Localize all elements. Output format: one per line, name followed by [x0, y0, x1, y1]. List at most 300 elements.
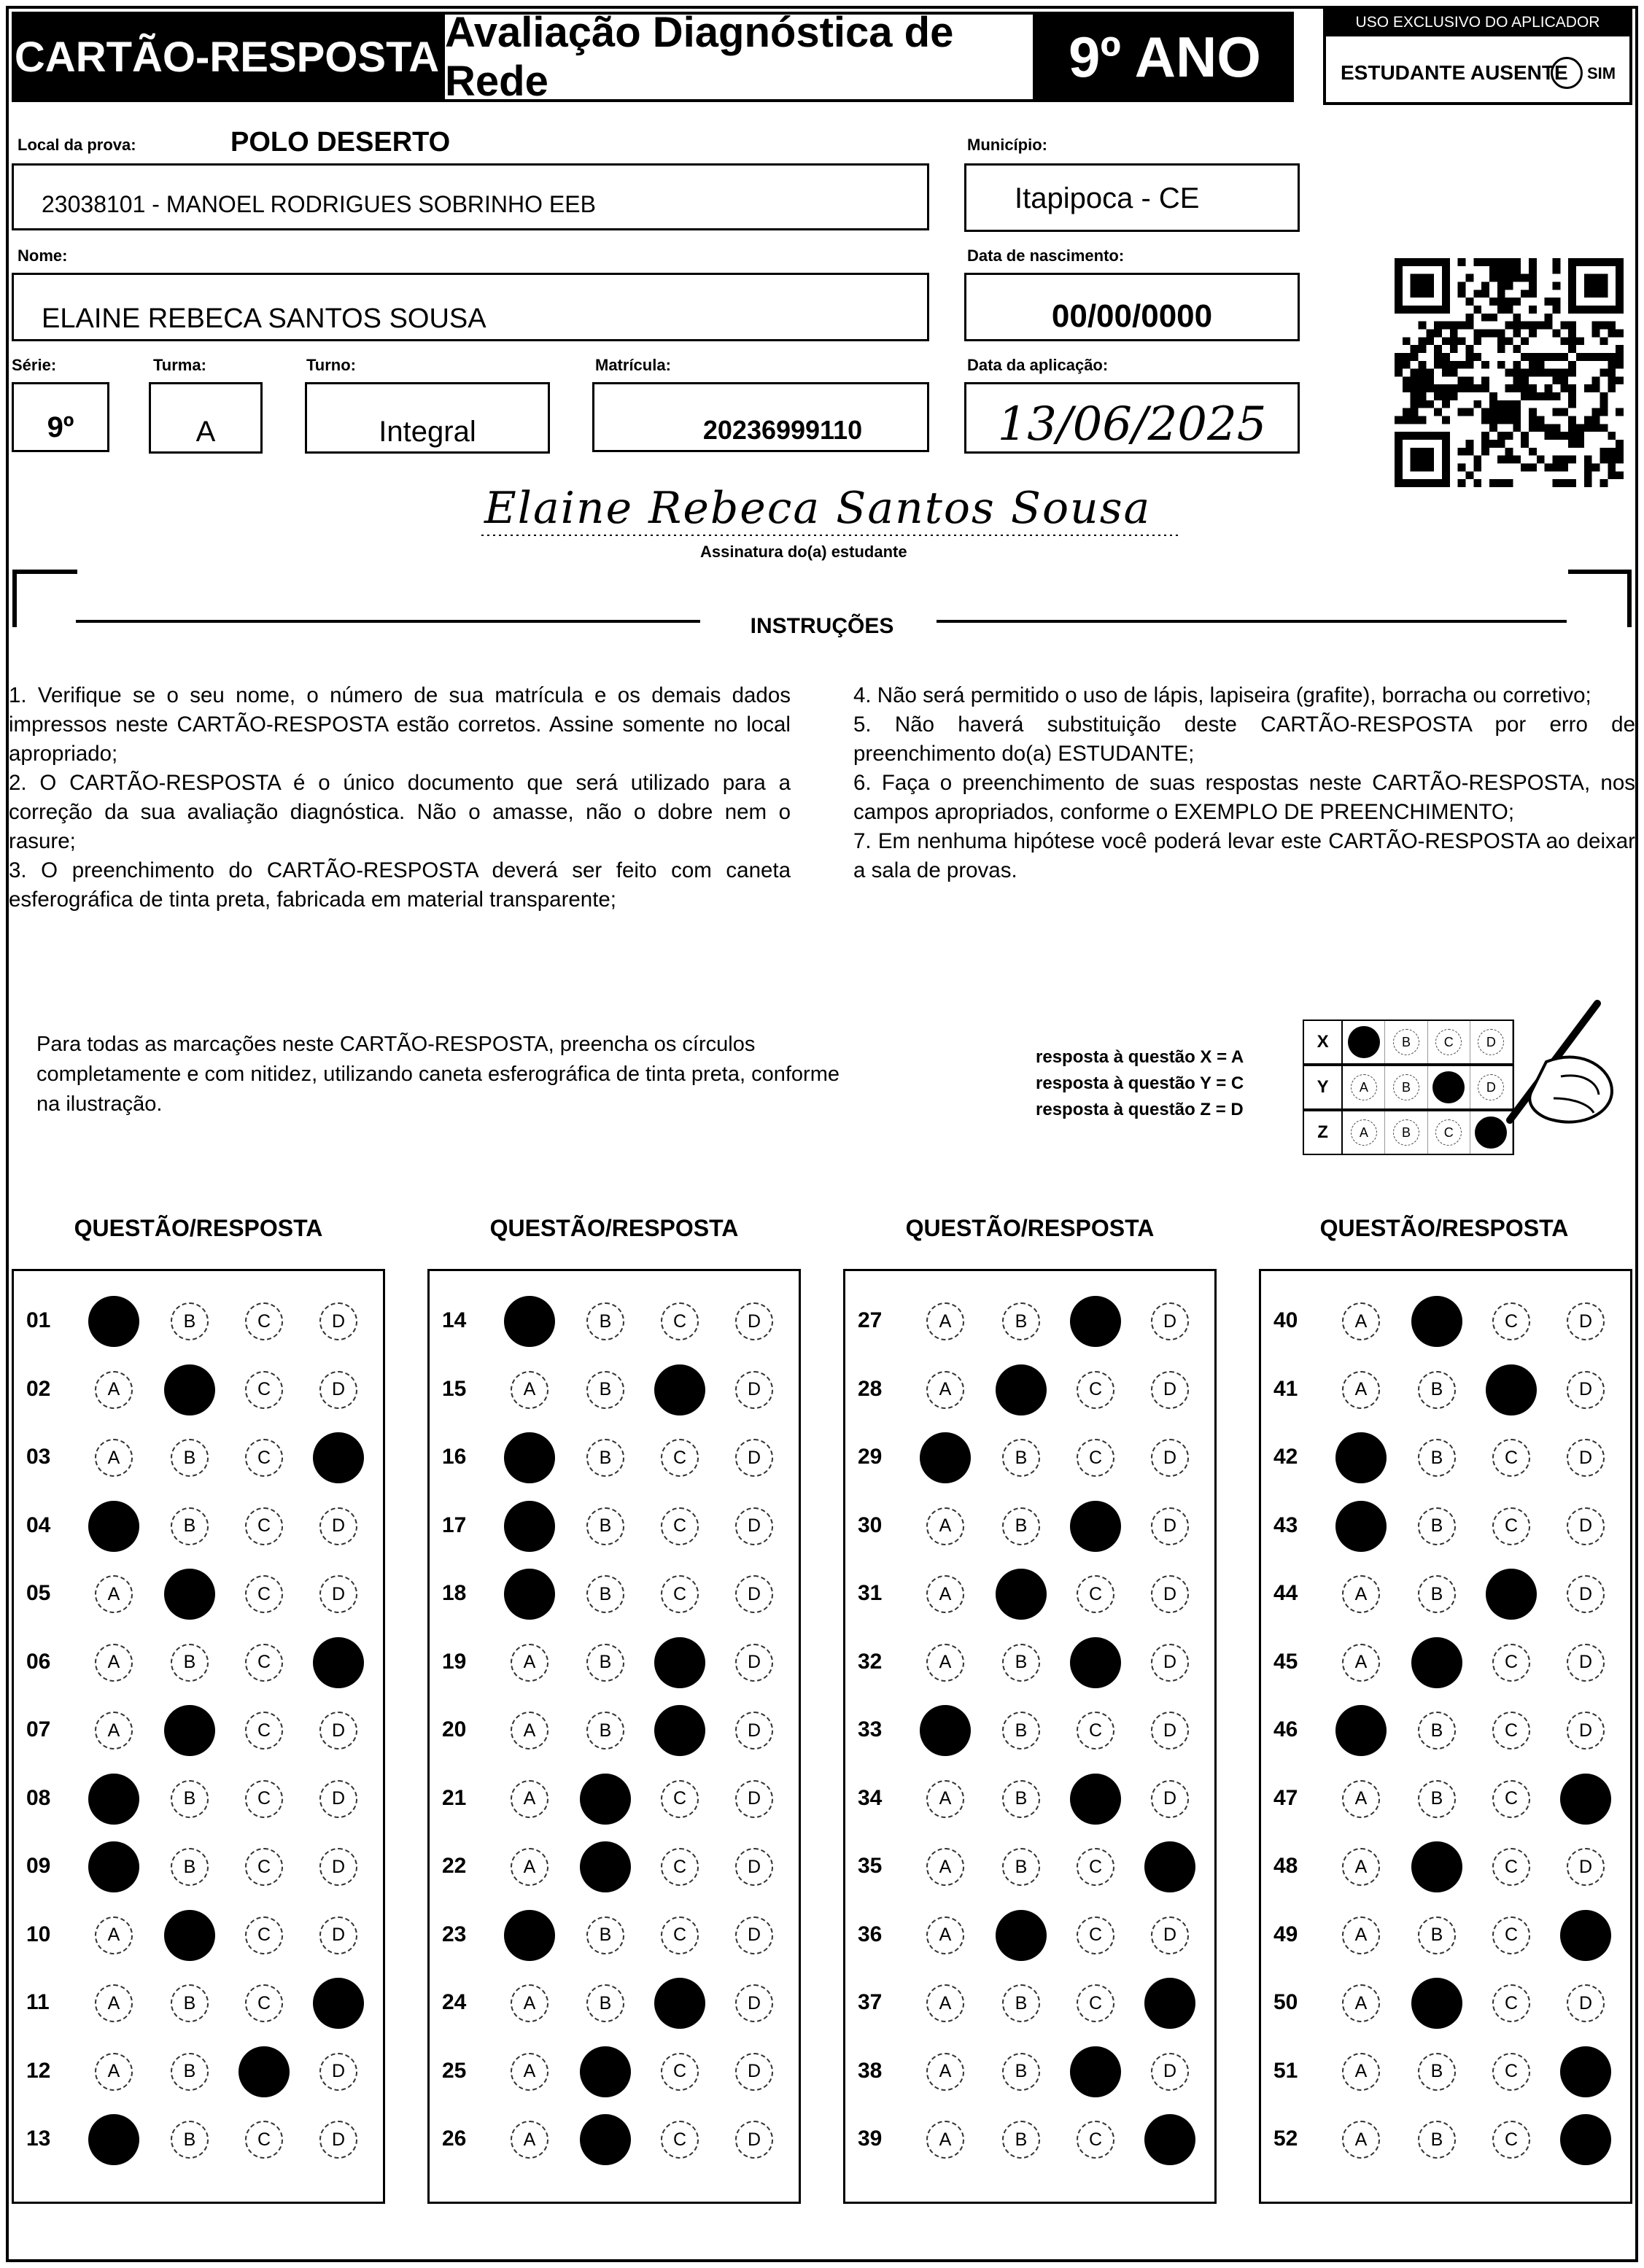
question-number: 23 [442, 1922, 467, 1946]
answer-bubble-a[interactable]: A [511, 1848, 548, 1886]
answer-bubble-filled-b[interactable] [996, 1910, 1047, 1961]
answer-bubble-filled-a[interactable] [1335, 1501, 1387, 1552]
answer-bubble-filled-a[interactable] [88, 1774, 139, 1825]
answer-bubble-filled-c[interactable] [654, 1637, 705, 1688]
example-bubble: C [1435, 1119, 1462, 1146]
answer-bubble-a[interactable]: A [926, 1507, 964, 1545]
answer-bubble-filled-c[interactable] [654, 1705, 705, 1756]
answer-bubble-d[interactable]: D [319, 1848, 357, 1886]
answer-bubble-b[interactable]: B [171, 2121, 209, 2159]
answer-bubble-filled-c[interactable] [654, 1364, 705, 1415]
answer-bubble-filled-a[interactable] [504, 1432, 555, 1483]
answer-bubble-a[interactable]: A [1342, 1371, 1380, 1409]
answer-bubble-d[interactable]: D [1151, 1302, 1189, 1340]
answer-bubble-b[interactable]: B [1002, 1984, 1040, 2022]
absent-label: ESTUDANTE AUSENTE [1341, 61, 1568, 84]
qr-code-icon [1395, 258, 1624, 487]
answer-bubble-b[interactable]: B [171, 1507, 209, 1545]
answer-bubble-a[interactable]: A [926, 1575, 964, 1613]
answer-bubble-d[interactable]: D [735, 1302, 773, 1340]
question-number: 16 [442, 1445, 467, 1469]
question-number: 41 [1273, 1376, 1298, 1401]
answer-bubble-b[interactable]: B [171, 1780, 209, 1818]
answer-bubble-d[interactable]: D [1151, 1507, 1189, 1545]
answer-bubble-filled-b[interactable] [164, 1910, 215, 1961]
answer-bubble-filled-b[interactable] [164, 1364, 215, 1415]
answer-bubble-d[interactable]: D [319, 1507, 357, 1545]
pen-hand-icon [1473, 996, 1619, 1142]
answer-bubble-b[interactable]: B [1002, 1780, 1040, 1818]
answer-bubble-filled-d[interactable] [313, 1432, 364, 1483]
answer-bubble-b[interactable]: B [1418, 2053, 1456, 2091]
question-number: 35 [858, 1854, 883, 1878]
answer-bubble-a[interactable]: A [511, 1712, 548, 1749]
answer-bubble-a[interactable]: A [95, 1712, 133, 1749]
answer-bubble-filled-b[interactable] [164, 1705, 215, 1756]
city-field [964, 163, 1300, 232]
registration-field [592, 382, 929, 452]
question-number: 03 [26, 1445, 51, 1469]
answer-bubble-filled-b[interactable] [996, 1364, 1047, 1415]
question-number: 24 [442, 1990, 467, 2014]
answer-bubble-b[interactable]: B [586, 1371, 624, 1409]
answer-bubble-filled-a[interactable] [504, 1501, 555, 1552]
answer-bubble-d[interactable]: D [1151, 1644, 1189, 1682]
answer-bubble-c[interactable]: C [245, 2121, 283, 2159]
answer-bubble-a[interactable]: A [1342, 2121, 1380, 2159]
birth-value: 00/00/0000 [1051, 298, 1213, 334]
answer-bubble-c[interactable]: C [245, 1302, 283, 1340]
answer-bubble-c[interactable]: C [245, 1371, 283, 1409]
answer-bubble-a[interactable]: A [511, 1644, 548, 1682]
name-field [12, 273, 929, 341]
answer-bubble-b[interactable]: B [1418, 1712, 1456, 1749]
question-number: 07 [26, 1717, 51, 1741]
answer-bubble-filled-d[interactable] [313, 1978, 364, 2029]
answer-bubble-c[interactable]: C [1492, 1916, 1530, 1954]
question-number: 33 [858, 1717, 883, 1741]
class-value: A [195, 416, 216, 448]
question-number: 13 [26, 2127, 51, 2151]
answer-bubble-filled-c[interactable] [654, 1978, 705, 2029]
exam-site-field [12, 163, 929, 230]
answer-bubble-d[interactable]: D [1151, 1575, 1189, 1613]
answer-bubble-d[interactable]: D [319, 1712, 357, 1749]
answer-bubble-b[interactable]: B [1418, 2121, 1456, 2159]
answer-bubble-c[interactable]: C [1077, 1371, 1114, 1409]
answer-bubble-d[interactable]: D [1151, 1439, 1189, 1477]
answer-bubble-filled-a[interactable] [504, 1296, 555, 1347]
answer-bubble-filled-b[interactable] [580, 1841, 631, 1892]
answer-bubble-d[interactable]: D [319, 2053, 357, 2091]
answer-bubble-d[interactable]: D [1567, 1644, 1605, 1682]
answer-bubble-b[interactable]: B [1418, 1439, 1456, 1477]
question-section-title: QUESTÃO/RESPOSTA [489, 1215, 739, 1241]
answer-bubble-d[interactable]: D [1567, 1439, 1605, 1477]
example-bubble: B [1393, 1029, 1419, 1055]
answer-bubble-d[interactable]: D [1567, 1848, 1605, 1886]
answer-bubble-filled-c[interactable] [1070, 1501, 1121, 1552]
answer-bubble-a[interactable]: A [95, 1644, 133, 1682]
answer-bubble-c[interactable]: C [1077, 1984, 1114, 2022]
applicator-heading: USO EXCLUSIVO DO APLICADOR [1326, 9, 1629, 36]
answer-bubble-a[interactable]: A [95, 1916, 133, 1954]
example-legend-x: resposta à questão X = A [1036, 1047, 1244, 1067]
question-number: 08 [26, 1785, 51, 1810]
answer-bubble-d[interactable]: D [735, 1575, 773, 1613]
answer-bubble-b[interactable]: B [1418, 1916, 1456, 1954]
answer-bubble-filled-d[interactable] [1144, 1841, 1195, 1892]
instruction-2: 2. O CARTÃO-RESPOSTA é o único documento que será utilizado para a correção da sua avaliação diagnóstica. Não o amasse, não o dobre nem o rasure; [9, 771, 791, 853]
answer-bubble-filled-a[interactable] [88, 1841, 139, 1892]
question-number: 11 [26, 1990, 50, 2014]
answer-bubble-c[interactable]: C [1492, 2121, 1530, 2159]
answer-bubble-c[interactable]: C [661, 1780, 699, 1818]
answer-bubble-b[interactable]: B [586, 1712, 624, 1749]
absent-checkbox[interactable] [1551, 57, 1583, 89]
grade-title: 9º ANO [1036, 12, 1294, 102]
instruction-5: 5. Não haverá substituição deste CARTÃO-RESPOSTA por erro de preenchimento do(a) ESTUDANTE; [853, 712, 1635, 766]
application-date-field [964, 382, 1300, 454]
answer-bubble-d[interactable]: D [1567, 1507, 1605, 1545]
example-bubble: B [1393, 1074, 1419, 1100]
answer-bubble-filled-d[interactable] [1560, 2114, 1611, 2165]
answer-bubble-d[interactable]: D [735, 1439, 773, 1477]
answer-bubble-d[interactable]: D [1567, 1712, 1605, 1749]
answer-bubble-a[interactable]: A [511, 1984, 548, 2022]
answer-bubble-b[interactable]: B [1418, 1780, 1456, 1818]
answer-bubble-d[interactable]: D [1567, 1575, 1605, 1613]
instruction-3: 3. O preenchimento do CARTÃO-RESPOSTA deverá ser feito com caneta esferográfica de tinta preta, fabricada em material transparente; [9, 858, 791, 912]
example-bubble: A [1351, 1074, 1377, 1100]
answer-bubble-b[interactable]: B [586, 1439, 624, 1477]
answer-bubble-c[interactable]: C [661, 2053, 699, 2091]
answer-bubble-filled-c[interactable] [1486, 1569, 1537, 1620]
answer-bubble-c[interactable]: C [245, 1848, 283, 1886]
answer-bubble-b[interactable]: B [1002, 1712, 1040, 1749]
answer-bubble-c[interactable]: C [245, 1439, 283, 1477]
answer-bubble-d[interactable]: D [319, 1575, 357, 1613]
answer-bubble-filled-d[interactable] [1144, 1978, 1195, 2029]
answer-bubble-a[interactable]: A [926, 1780, 964, 1818]
answer-bubble-c[interactable]: C [1077, 1848, 1114, 1886]
answer-bubble-filled-b[interactable] [1411, 1296, 1462, 1347]
answer-bubble-d[interactable]: D [735, 1507, 773, 1545]
question-number: 12 [26, 2058, 51, 2083]
answer-bubble-filled-d[interactable] [1144, 2114, 1195, 2165]
exam-site-label: Local da prova: [18, 136, 136, 154]
answer-bubble-d[interactable]: D [1567, 1302, 1605, 1340]
question-number: 52 [1273, 2127, 1298, 2151]
answer-bubble-b[interactable]: B [1002, 1302, 1040, 1340]
answer-bubble-c[interactable]: C [661, 1848, 699, 1886]
answer-bubble-filled-a[interactable] [88, 1296, 139, 1347]
answer-bubble-a[interactable]: A [511, 1371, 548, 1409]
answer-bubble-filled-b[interactable] [580, 2046, 631, 2097]
question-number: 19 [442, 1649, 467, 1674]
question-number: 10 [26, 1922, 51, 1946]
answer-bubble-d[interactable]: D [1151, 2053, 1189, 2091]
question-number: 21 [442, 1785, 467, 1810]
question-number: 14 [442, 1308, 467, 1332]
answer-bubble-c[interactable]: C [1077, 1439, 1114, 1477]
answer-bubble-c[interactable]: C [1077, 2121, 1114, 2159]
answer-bubble-b[interactable]: B [586, 1644, 624, 1682]
answer-bubble-a[interactable]: A [1342, 2053, 1380, 2091]
answer-bubble-a[interactable]: A [1342, 1984, 1380, 2022]
answer-bubble-d[interactable]: D [735, 1712, 773, 1749]
instructions-left [9, 681, 791, 914]
answer-bubble-c[interactable]: C [245, 1916, 283, 1954]
answer-bubble-c[interactable]: C [661, 1575, 699, 1613]
instruction-6: 6. Faça o preenchimento de suas respostas neste CARTÃO-RESPOSTA, nos campos apropriados, conforme o EXEMPLO DE PREENCHIMENTO; [853, 771, 1635, 824]
answer-bubble-b[interactable]: B [586, 1302, 624, 1340]
question-number: 30 [858, 1512, 883, 1537]
example-bubble: C [1435, 1029, 1462, 1055]
answer-bubble-filled-c[interactable] [239, 2046, 290, 2097]
answer-bubble-b[interactable]: B [1002, 1848, 1040, 1886]
answer-bubble-d[interactable]: D [735, 2053, 773, 2091]
answer-bubble-filled-d[interactable] [1560, 2046, 1611, 2097]
question-number: 09 [26, 1854, 51, 1878]
answer-bubble-b[interactable]: B [1418, 1507, 1456, 1545]
answer-bubble-a[interactable]: A [95, 1439, 133, 1477]
answer-bubble-filled-c[interactable] [1070, 2046, 1121, 2097]
answer-bubble-b[interactable]: B [171, 1302, 209, 1340]
answer-bubble-a[interactable]: A [1342, 1780, 1380, 1818]
question-number: 31 [858, 1581, 883, 1605]
answer-bubble-c[interactable]: C [661, 1439, 699, 1477]
answer-bubble-b[interactable]: B [1002, 1439, 1040, 1477]
answer-bubble-d[interactable]: D [1151, 1371, 1189, 1409]
question-number: 47 [1273, 1785, 1298, 1810]
question-number: 01 [26, 1308, 51, 1332]
signature-text: Elaine Rebeca Santos Sousa [484, 483, 1152, 534]
answer-bubble-b[interactable]: B [586, 1575, 624, 1613]
answer-bubble-b[interactable]: B [1002, 1507, 1040, 1545]
question-number: 29 [858, 1445, 883, 1469]
answer-bubble-b[interactable]: B [1002, 2121, 1040, 2159]
answer-bubble-b[interactable]: B [171, 1439, 209, 1477]
question-number: 38 [858, 2058, 883, 2083]
question-number: 04 [26, 1512, 51, 1537]
shift-label: Turno: [306, 356, 357, 374]
signature-caption: Assinatura do(a) estudante [700, 543, 907, 561]
absent-option-label: SIM [1587, 64, 1616, 82]
answer-bubble-d[interactable]: D [735, 2121, 773, 2159]
answer-bubble-b[interactable]: B [171, 1644, 209, 1682]
series-field [12, 382, 109, 452]
answer-bubble-d[interactable]: D [735, 1780, 773, 1818]
answer-bubble-filled-d[interactable] [1560, 1910, 1611, 1961]
answer-bubble-b[interactable]: B [586, 1916, 624, 1954]
answer-bubble-a[interactable]: A [511, 2053, 548, 2091]
answer-bubble-d[interactable]: D [1567, 1371, 1605, 1409]
answer-bubble-a[interactable]: A [95, 1984, 133, 2022]
answer-bubble-b[interactable]: B [1418, 1371, 1456, 1409]
answer-bubble-filled-a[interactable] [1335, 1705, 1387, 1756]
answer-bubble-c[interactable]: C [245, 1575, 283, 1613]
answer-bubble-b[interactable]: B [171, 1984, 209, 2022]
answer-bubble-d[interactable]: D [1151, 1712, 1189, 1749]
answer-bubble-c[interactable]: C [1077, 1712, 1114, 1749]
question-number: 49 [1273, 1922, 1298, 1946]
name-label: Nome: [18, 246, 68, 265]
exam-site-polo: POLO DESERTO [230, 127, 451, 158]
question-number: 45 [1273, 1649, 1298, 1674]
answer-bubble-a[interactable]: A [1342, 1916, 1380, 1954]
answer-bubble-filled-c[interactable] [1486, 1364, 1537, 1415]
question-section-title: QUESTÃO/RESPOSTA [74, 1215, 323, 1241]
series-label: Série: [12, 356, 57, 374]
answer-bubble-a[interactable]: A [1342, 1848, 1380, 1886]
answer-bubble-c[interactable]: C [661, 1916, 699, 1954]
answer-bubble-c[interactable]: C [245, 1712, 283, 1749]
answer-bubble-filled-d[interactable] [1560, 1774, 1611, 1825]
answer-bubble-a[interactable]: A [926, 1644, 964, 1682]
answer-bubble-filled-a[interactable] [504, 1910, 555, 1961]
answer-bubble-b[interactable]: B [171, 2053, 209, 2091]
answer-bubble-a[interactable]: A [95, 1371, 133, 1409]
answer-bubble-filled-b[interactable] [996, 1569, 1047, 1620]
question-number: 43 [1273, 1512, 1298, 1537]
answer-bubble-c[interactable]: C [661, 1507, 699, 1545]
answer-bubble-d[interactable]: D [319, 1302, 357, 1340]
answer-bubble-b[interactable]: B [1002, 1644, 1040, 1682]
question-section-title: QUESTÃO/RESPOSTA [1319, 1215, 1569, 1241]
answer-bubble-filled-b[interactable] [580, 1774, 631, 1825]
answer-bubble-filled-a[interactable] [88, 2114, 139, 2165]
answer-bubble-c[interactable]: C [245, 1984, 283, 2022]
question-number: 44 [1273, 1581, 1298, 1605]
exam-site-value: 23038101 - MANOEL RODRIGUES SOBRINHO EEB [42, 191, 596, 217]
answer-bubble-d[interactable]: D [735, 1371, 773, 1409]
birth-field [964, 273, 1300, 341]
example-row-label: Y [1304, 1066, 1343, 1108]
answer-bubble-d[interactable]: D [319, 1371, 357, 1409]
answer-bubble-filled-a[interactable] [504, 1569, 555, 1620]
answer-bubble-d[interactable]: D [1151, 1916, 1189, 1954]
answer-bubble-d[interactable]: D [319, 2121, 357, 2159]
answer-bubble-c[interactable]: C [1077, 1575, 1114, 1613]
answer-bubble-a[interactable]: A [95, 2053, 133, 2091]
answer-bubble-c[interactable]: C [1492, 1848, 1530, 1886]
answer-bubble-filled-a[interactable] [920, 1432, 971, 1483]
answer-bubble-c[interactable]: C [245, 1507, 283, 1545]
answer-bubble-c[interactable]: C [245, 1644, 283, 1682]
question-number: 20 [442, 1717, 467, 1741]
answer-bubble-c[interactable]: C [1492, 1780, 1530, 1818]
answer-bubble-d[interactable]: D [1151, 1780, 1189, 1818]
answer-bubble-b[interactable]: B [586, 1984, 624, 2022]
name-value: ELAINE REBECA SANTOS SOUSA [42, 303, 486, 334]
question-section-title: QUESTÃO/RESPOSTA [905, 1215, 1155, 1241]
answer-bubble-c[interactable]: C [661, 1302, 699, 1340]
answer-bubble-filled-c[interactable] [1070, 1774, 1121, 1825]
answer-bubble-filled-b[interactable] [1411, 1841, 1462, 1892]
instruction-7: 7. Em nenhuma hipótese você poderá levar este CARTÃO-RESPOSTA ao deixar a sala de provas. [853, 829, 1635, 882]
answer-bubble-d[interactable]: D [1567, 1984, 1605, 2022]
example-legend-y: resposta à questão Y = C [1036, 1073, 1244, 1093]
answer-bubble-filled-c[interactable] [1070, 1637, 1121, 1688]
answer-bubble-c[interactable]: C [661, 2121, 699, 2159]
answer-bubble-c[interactable]: C [1492, 1644, 1530, 1682]
answer-bubble-d[interactable]: D [319, 1916, 357, 1954]
birth-label: Data de nascimento: [967, 246, 1125, 265]
answer-bubble-b[interactable]: B [586, 1507, 624, 1545]
answer-bubble-c[interactable]: C [1492, 1439, 1530, 1477]
question-number: 15 [442, 1376, 467, 1401]
question-number: 42 [1273, 1445, 1298, 1469]
answer-bubble-a[interactable]: A [1342, 1644, 1380, 1682]
question-number: 46 [1273, 1717, 1298, 1741]
city-value: Itapipoca - CE [1015, 182, 1200, 214]
answer-bubble-filled-a[interactable] [1335, 1432, 1387, 1483]
answer-bubble-filled-a[interactable] [920, 1705, 971, 1756]
example-bubble: D [1478, 1029, 1504, 1055]
answer-bubble-filled-b[interactable] [1411, 1637, 1462, 1688]
answer-bubble-c[interactable]: C [1492, 2053, 1530, 2091]
example-legend-z: resposta à questão Z = D [1036, 1100, 1244, 1119]
example-row-label: Z [1304, 1111, 1343, 1154]
answer-bubble-c[interactable]: C [1492, 1712, 1530, 1749]
question-number: 22 [442, 1854, 467, 1878]
answer-bubble-a[interactable]: A [1342, 1302, 1380, 1340]
answer-bubble-a[interactable]: A [511, 2121, 548, 2159]
answer-bubble-b[interactable]: B [1418, 1575, 1456, 1613]
question-number: 05 [26, 1581, 51, 1605]
answer-bubble-d[interactable]: D [319, 1780, 357, 1818]
answer-bubble-a[interactable]: A [926, 2121, 964, 2159]
answer-bubble-d[interactable]: D [735, 1984, 773, 2022]
exam-title: Avaliação Diagnóstica de Rede [442, 12, 1036, 102]
instruction-1: 1. Verifique se o seu nome, o número de sua matrícula e os demais dados impressos neste CARTÃO-RESPOSTA estão corretos. Assine somente no local apropriado; [9, 683, 791, 766]
question-number: 02 [26, 1376, 51, 1401]
answer-bubble-a[interactable]: A [95, 1575, 133, 1613]
answer-bubble-filled-c[interactable] [1070, 1296, 1121, 1347]
answer-bubble-c[interactable]: C [1492, 1302, 1530, 1340]
answer-bubble-d[interactable]: D [735, 1644, 773, 1682]
example-legend [1036, 1044, 1244, 1123]
answer-bubble-b[interactable]: B [171, 1848, 209, 1886]
answer-bubble-a[interactable]: A [926, 1916, 964, 1954]
answer-bubble-a[interactable]: A [926, 1371, 964, 1409]
answer-bubble-filled-b[interactable] [164, 1569, 215, 1620]
answer-bubble-c[interactable]: C [1077, 1916, 1114, 1954]
answer-bubble-filled-b[interactable] [580, 2114, 631, 2165]
class-field [149, 382, 263, 454]
answer-bubble-a[interactable]: A [926, 1984, 964, 2022]
answer-bubble-a[interactable]: A [926, 1302, 964, 1340]
answer-bubble-a[interactable]: A [1342, 1575, 1380, 1613]
answer-bubble-a[interactable]: A [926, 1848, 964, 1886]
answer-bubble-d[interactable]: D [735, 1916, 773, 1954]
answer-bubble-b[interactable]: B [1002, 2053, 1040, 2091]
answer-bubble-c[interactable]: C [1492, 1984, 1530, 2022]
answer-bubble-d[interactable]: D [735, 1848, 773, 1886]
class-label: Turma: [153, 356, 206, 374]
answer-bubble-filled-a[interactable] [88, 1501, 139, 1552]
example-filled-bubble [1432, 1071, 1465, 1103]
answer-bubble-filled-b[interactable] [1411, 1978, 1462, 2029]
question-number: 06 [26, 1649, 51, 1674]
answer-bubble-filled-d[interactable] [313, 1637, 364, 1688]
answer-bubble-c[interactable]: C [245, 1780, 283, 1818]
answer-bubble-a[interactable]: A [926, 2053, 964, 2091]
example-bubble: B [1393, 1119, 1419, 1146]
answer-bubble-c[interactable]: C [1492, 1507, 1530, 1545]
answer-bubble-a[interactable]: A [511, 1780, 548, 1818]
